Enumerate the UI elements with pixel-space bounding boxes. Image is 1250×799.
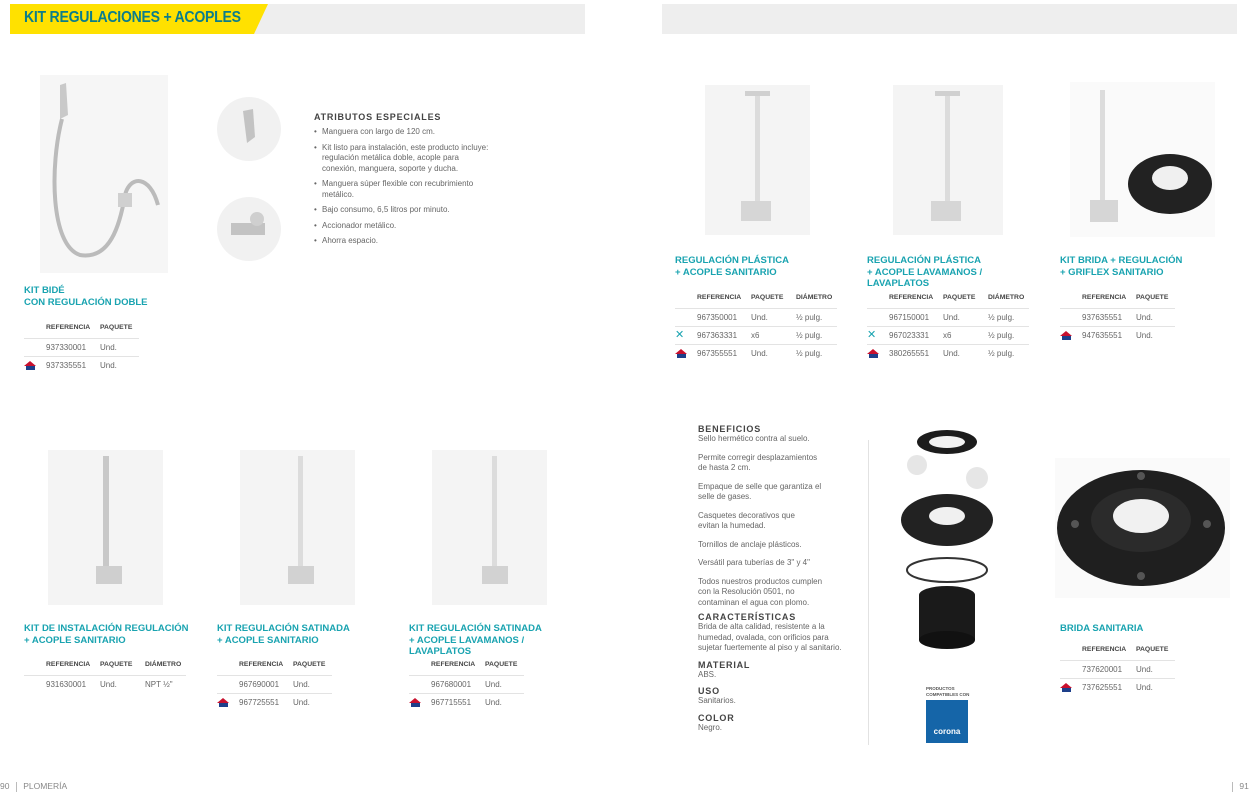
divider	[868, 440, 869, 745]
table-row: 967715551 Und.	[409, 694, 524, 712]
store-icon	[409, 698, 422, 707]
tools-icon: ✕	[867, 329, 877, 342]
table-row: 967150001 Und. ½ pulg.	[867, 309, 1029, 327]
table-header-row: REFERENCIA PAQUETE	[1082, 645, 1169, 653]
kit-satinada-sanitario-image	[240, 450, 355, 605]
kit-instalacion-table	[24, 659, 186, 693]
page-number-right: 91	[1239, 781, 1249, 791]
table-row: 937330001 Und.	[24, 339, 139, 357]
list-item: • Kit listo para instalación, este producto incluye: regulación metálica doble, acople para conexión, manguera, soporte y ducha.	[314, 142, 489, 173]
table-row: 967680001 Und.	[409, 676, 524, 694]
store-icon	[867, 349, 880, 358]
table-row: 967690001 Und.	[217, 676, 332, 694]
store-icon	[1060, 331, 1073, 340]
list-item: Empaque de selle que garantiza el selle de gases.	[698, 481, 822, 501]
page-title: KIT REGULACIONES + ACOPLES	[24, 9, 241, 26]
table-header-row: REFERENCIA PAQUETE	[46, 323, 133, 331]
color-text: Negro.	[698, 722, 723, 732]
list-item: • Bajo consumo, 6,5 litros por minuto.	[314, 205, 450, 214]
table-row: 737620001 Und.	[1060, 661, 1175, 679]
table-header-row: REFERENCIA PAQUETE	[431, 660, 518, 668]
material-text: ABS.	[698, 669, 717, 679]
table-row: 380265551 Und. ½ pulg.	[867, 345, 1029, 363]
brida-sanitaria-title: BRIDA SANITARIA	[1060, 623, 1144, 634]
brida-sanitaria-table	[1060, 644, 1175, 696]
reg-plastica-lavamanos-table	[867, 292, 1029, 362]
brida-sanitaria-image	[1055, 458, 1230, 598]
table-header-row: REFERENCIA PAQUETE DIÁMETRO	[697, 293, 833, 301]
list-item: • Ahorra espacio.	[314, 236, 379, 245]
table-row: 937335551 Und.	[24, 357, 139, 375]
kit-bide-image	[40, 75, 168, 273]
page-number-left: 90	[0, 781, 10, 791]
table-header-row: REFERENCIA PAQUETE	[239, 660, 326, 668]
regulacion-plastica-sanitario-image	[705, 85, 810, 235]
list-item: Tornillos de anclaje plásticos.	[698, 539, 802, 549]
table-header-row: REFERENCIA PAQUETE DIÁMETRO	[46, 660, 182, 668]
store-icon	[675, 349, 688, 358]
table-row: 967725551 Und.	[217, 694, 332, 712]
atributos-list	[314, 127, 494, 252]
kit-satinada-sanitario-table	[217, 659, 332, 711]
list-item: Versátil para tuberías de 3" y 4"	[698, 558, 810, 567]
kit-satinada-lavamanos-table	[409, 659, 524, 711]
kit-bide-title: KIT BIDÉ CON REGULACIÓN DOBLE	[24, 285, 148, 308]
table-row: 737625551 Und.	[1060, 679, 1175, 697]
list-item: • Manguera súper flexible con recubrimiento metálico.	[314, 179, 474, 199]
uso-heading: USO	[698, 686, 720, 696]
kit-instalacion-title: KIT DE INSTALACIÓN REGULACIÓN + ACOPLE SANITARIO	[24, 623, 189, 646]
list-item: • Accionador metálico.	[314, 220, 397, 230]
list-item: Permite corregir desplazamientos de hasta 2 cm.	[698, 452, 818, 472]
corona-logo: corona	[926, 700, 968, 743]
kit-instalacion-image	[48, 450, 163, 605]
valve-detail-image	[217, 197, 281, 261]
list-item: Todos nuestros productos cumplen con la Resolución 0501, no contaminan el agua con plomo.	[698, 576, 823, 607]
footer-left	[0, 781, 67, 792]
kit-brida-table	[1060, 292, 1175, 344]
kit-brida-image	[1070, 82, 1215, 237]
table-row: 931630001 Und. NPT ½"	[24, 676, 186, 694]
reg-plastica-sanitario-table	[675, 292, 837, 362]
reg-plastica-lavamanos-title: REGULACIÓN PLÁSTICA + ACOPLE LAVAMANOS / LAVAPLATOS	[867, 255, 983, 289]
list-item: Sello hermético contra al suelo.	[698, 434, 810, 443]
footer-right	[1232, 781, 1249, 792]
kit-satinada-sanitario-title: KIT REGULACIÓN SATINADA + ACOPLE SANITARIO	[217, 623, 350, 646]
table-header-row: REFERENCIA PAQUETE DIÁMETRO	[889, 293, 1025, 301]
list-item: • Manguera con largo de 120 cm.	[314, 127, 435, 136]
beneficios-heading: BENEFICIOS	[698, 424, 762, 434]
table-row: 947635551 Und.	[1060, 327, 1175, 345]
uso-text: Sanitarios.	[698, 696, 736, 705]
tools-icon: ✕	[675, 329, 685, 342]
right-header-bar	[662, 4, 1237, 34]
table-row: 967355551 Und. ½ pulg.	[675, 345, 837, 363]
beneficios-section	[698, 424, 858, 733]
color-heading: COLOR	[698, 712, 735, 723]
material-heading: MATERIAL	[698, 659, 751, 670]
kit-brida-title: KIT BRIDA + REGULACIÓN + GRIFLEX SANITARIO	[1060, 255, 1183, 278]
table-row: 967350001 Und. ½ pulg.	[675, 309, 837, 327]
table-row: ✕ 967363331 x6 ½ pulg.	[675, 327, 837, 345]
shower-head-detail-image	[217, 97, 281, 161]
table-header-row: REFERENCIA PAQUETE	[1082, 293, 1169, 301]
store-icon	[1060, 683, 1073, 692]
caracteristicas-heading: CARACTERÍSTICAS	[698, 612, 797, 622]
list-item: Casquetes decorativos que evitan la humedad.	[698, 510, 795, 530]
store-icon	[217, 698, 230, 707]
section-name: PLOMERÍA	[23, 781, 68, 791]
caracteristicas-text: Brida de alta calidad, resistente a la humedad, ovalada, con orificios para sujetar fuertemente al piso y al sanitario.	[698, 622, 842, 652]
brida-exploded-image	[895, 420, 1000, 660]
regulacion-plastica-lavamanos-image	[893, 85, 1003, 235]
table-row: ✕ 967023331 x6 ½ pulg.	[867, 327, 1029, 345]
table-row: 937635551 Und.	[1060, 309, 1175, 327]
reg-plastica-sanitario-title: REGULACIÓN PLÁSTICA + ACOPLE SANITARIO	[675, 255, 789, 278]
kit-satinada-lavamanos-image	[432, 450, 547, 605]
kit-satinada-lavamanos-title: KIT REGULACIÓN SATINADA + ACOPLE LAVAMANOS / LAVAPLATOS	[409, 623, 542, 657]
compatibles-label: PRODUCTOS COMPATIBLES CON	[926, 686, 970, 697]
store-icon	[24, 361, 37, 370]
atributos-heading: ATRIBUTOS ESPECIALES	[314, 112, 442, 122]
kit-bide-table	[24, 322, 139, 374]
